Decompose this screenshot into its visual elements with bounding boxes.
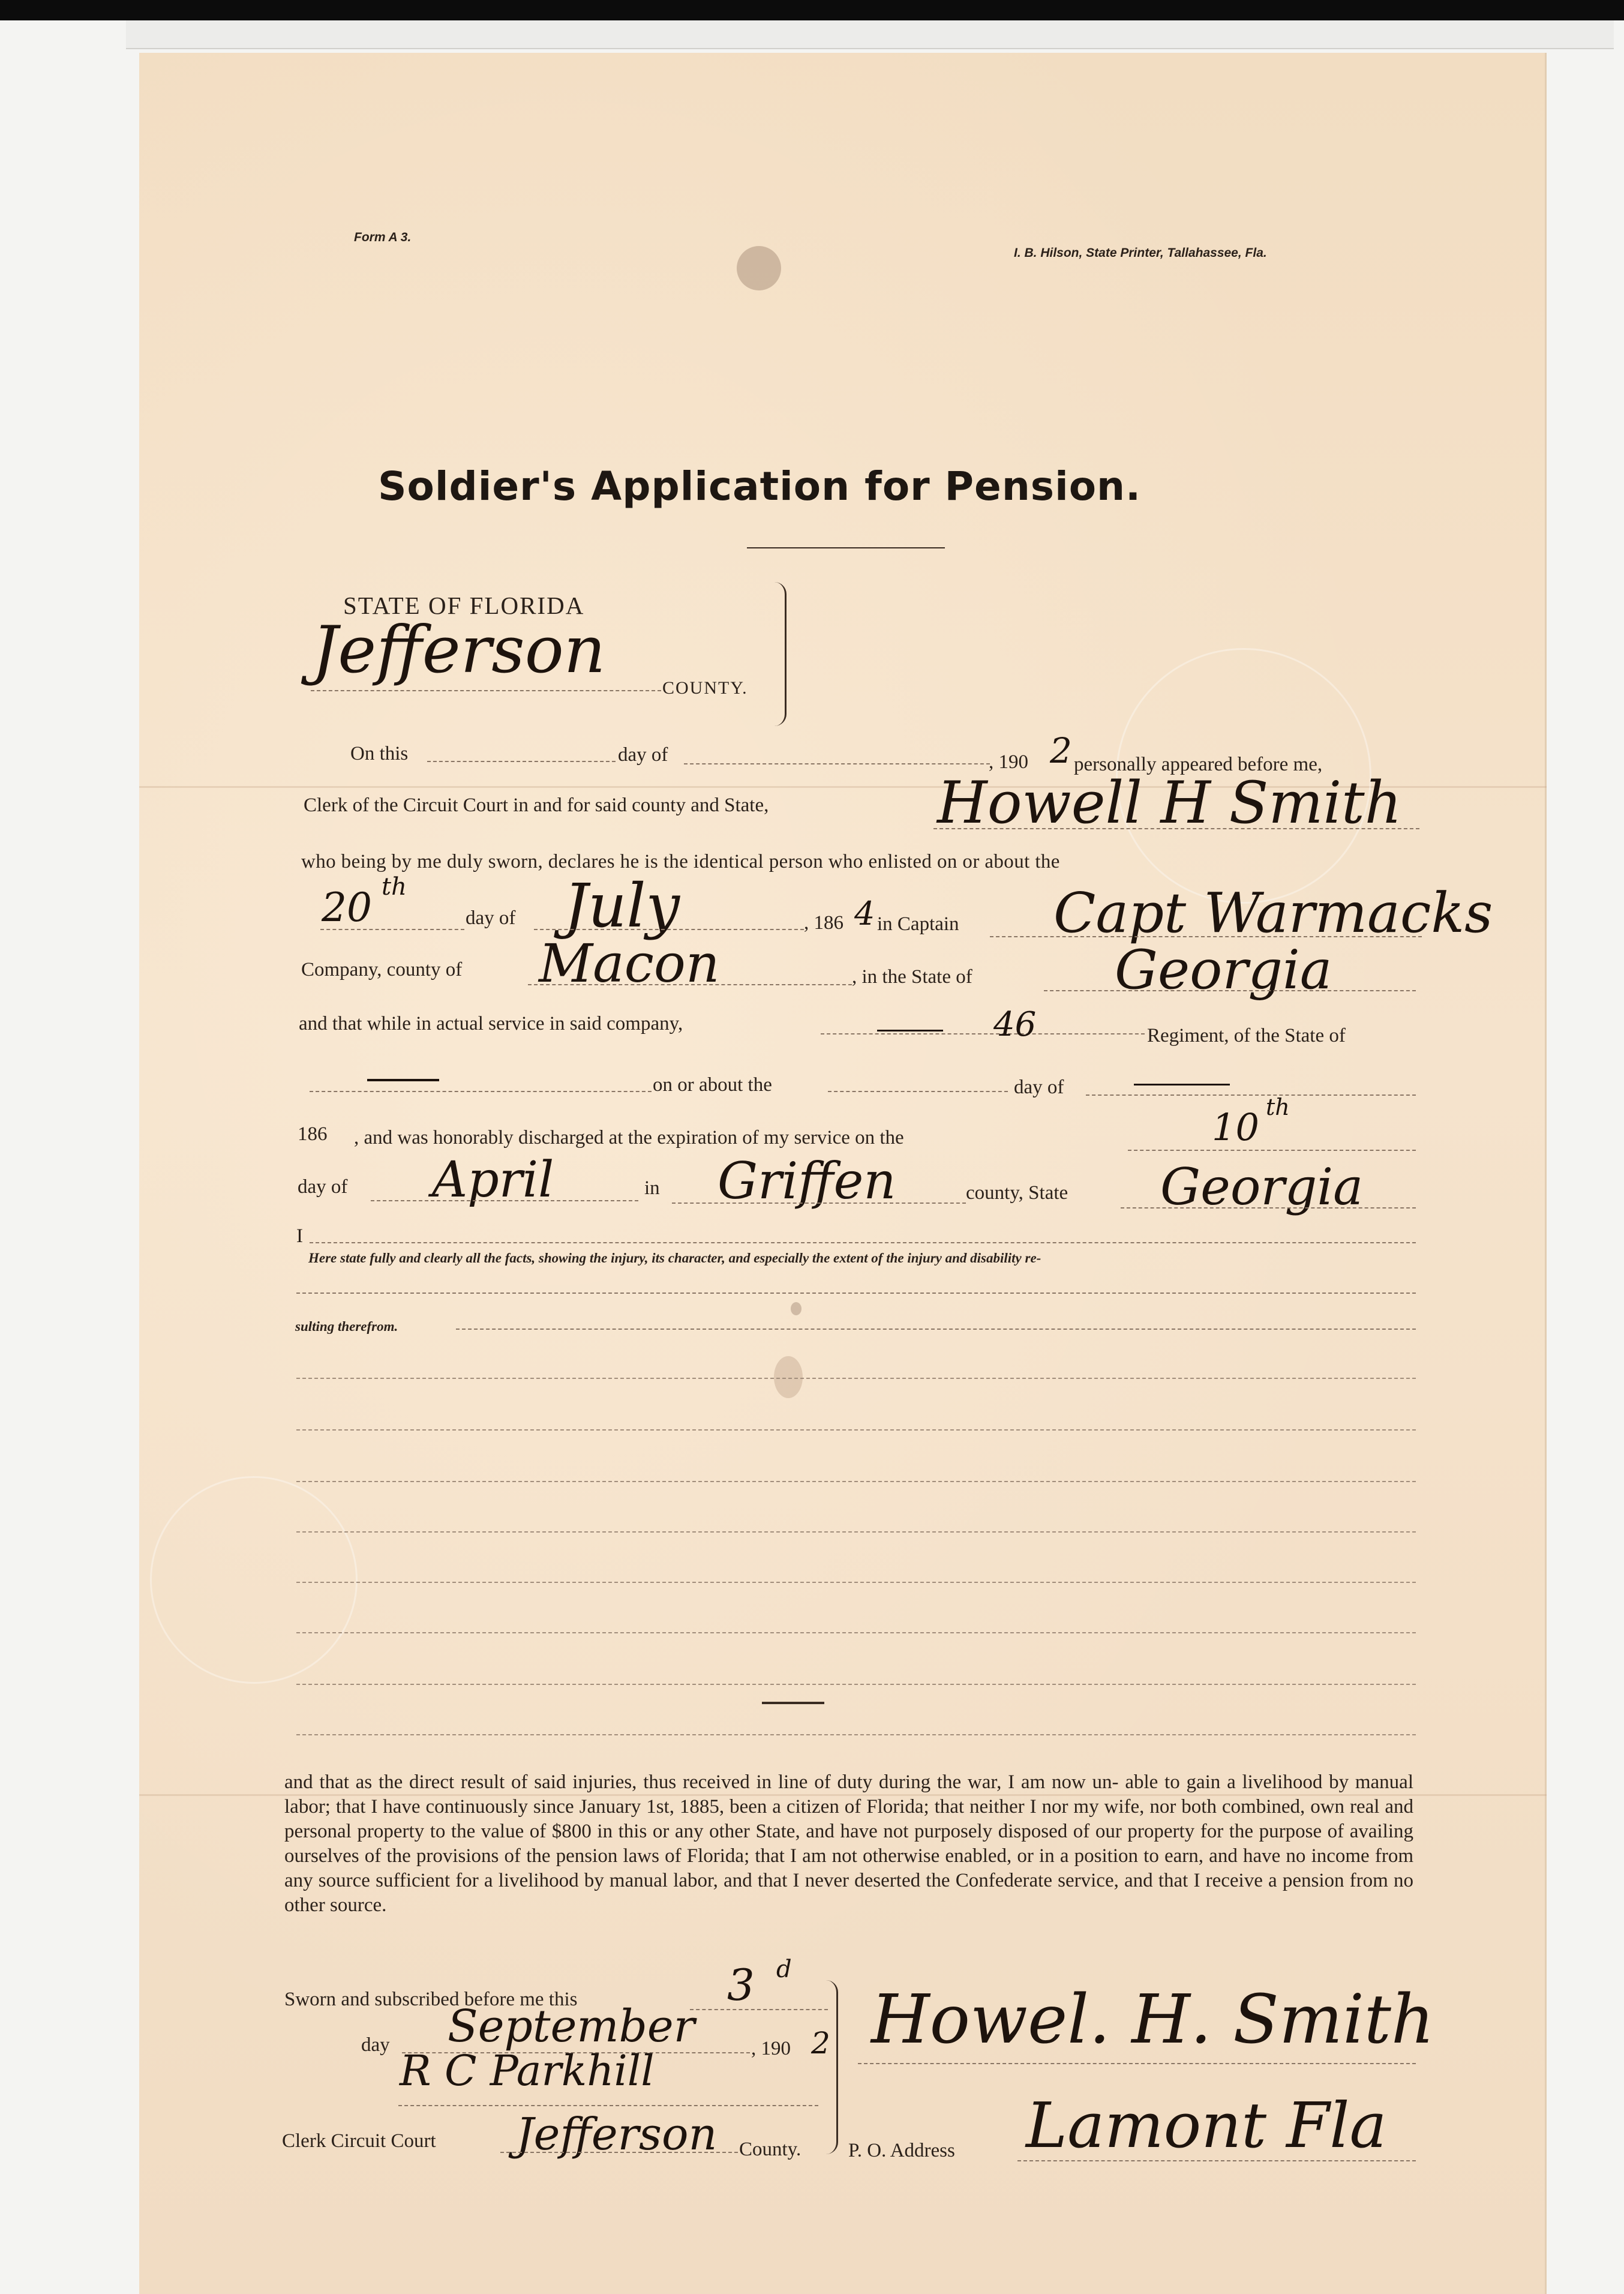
declaration-paragraph: and that as the direct result of said injuries, thus received in line of duty during the war, I am now un- able to gain a livelihood by manual labor; that I have continuously since January 1st, 1885, been a citizen of Florida; that neither I nor my wife, nor both combined, own real and personal property to the value of $800 in this or any other State, and have not purposely disposed of our property for the purpose of availing ourselves of the provisions of the pension laws of Florida; that I am not otherwise enabled, or in a position to earn, and have no income from any source sufficient for a livelihood by manual labor, and that I never deserted the Confederate service, and that I receive a pension from no other source.: [284, 1771, 1413, 1916]
fill-line: [1128, 1150, 1416, 1151]
enlist-state-handwritten: Georgia: [1115, 938, 1332, 1001]
state-label: STATE OF FLORIDA: [343, 592, 585, 619]
discharge-day-handwritten: 10: [1212, 1105, 1259, 1149]
injury-instruction-continued: sulting therefrom.: [295, 1319, 398, 1334]
county-handwritten: Jefferson: [312, 613, 606, 688]
county-state-label: county, State: [966, 1182, 1068, 1204]
state-of-label: , in the State of: [852, 966, 972, 988]
regiment-label: Regiment, of the State of: [1147, 1025, 1346, 1046]
day-of-label: day of: [466, 907, 516, 929]
fill-line: [398, 2105, 818, 2106]
regiment-number-handwritten: 46: [993, 1005, 1037, 1044]
stain: [737, 246, 781, 290]
signature-line: [858, 2063, 1416, 2064]
year-prefix: , 190: [751, 2038, 791, 2059]
day-label: day: [361, 2034, 390, 2056]
fill-line: [828, 1091, 1008, 1092]
blank-stroke: [877, 1030, 943, 1031]
po-address-label: P. O. Address: [848, 2140, 955, 2161]
in-label: in: [644, 1177, 660, 1199]
fill-line: [684, 763, 990, 764]
injury-line: [296, 1582, 1416, 1583]
discharge-month-handwritten: April: [432, 1152, 554, 1209]
scan-top-border: [0, 0, 1624, 20]
enlist-county-handwritten: Macon: [539, 932, 720, 994]
injury-line: [296, 1684, 1416, 1685]
fill-line: [933, 828, 1419, 829]
company-county-label: Company, county of: [301, 959, 463, 980]
injury-line: [296, 1378, 1416, 1379]
fill-line: [311, 690, 661, 691]
injury-line: [296, 1429, 1416, 1431]
fill-line: [1017, 2160, 1416, 2161]
fill-line: [534, 929, 804, 930]
fill-line: [528, 984, 852, 985]
stain: [774, 1356, 803, 1398]
fill-line: [821, 1033, 1145, 1034]
ink-mark: [762, 1702, 824, 1704]
fill-line: [1086, 1094, 1416, 1096]
fill-line: [690, 2009, 828, 2010]
fill-line: [672, 1203, 966, 1204]
po-address-handwritten: Lamont Fla: [1026, 2089, 1387, 2162]
sworn-label: Sworn and subscribed before me this: [284, 1989, 578, 2010]
day-of-label: day of: [618, 744, 668, 766]
discharged-label: , and was honorably discharged at the expiration of my service on the: [354, 1127, 904, 1149]
form-number: Form A 3.: [354, 230, 412, 244]
fill-line: [427, 761, 616, 762]
clerk-signature: R C Parkhill: [400, 2046, 655, 2095]
jurat-brace: [823, 1980, 838, 2154]
year-prefix: , 190: [989, 751, 1028, 773]
fill-line: [1121, 1207, 1416, 1209]
applicant-signature: Howel. H. Smith: [871, 1981, 1435, 2059]
captain-label: in Captain: [877, 913, 959, 935]
year-digit-handwritten: 2: [1050, 730, 1072, 771]
appeared-label: personally appeared before me,: [1074, 754, 1323, 775]
enlist-day-handwritten: 20: [322, 884, 372, 931]
injury-line: [296, 1481, 1416, 1482]
discharge-day-suffix: th: [1266, 1094, 1290, 1120]
day-of-label: day of: [1014, 1076, 1064, 1098]
printer-credit: I. B. Hilson, State Printer, Tallahassee, Fla.: [1014, 246, 1267, 260]
enlist-day-suffix: th: [382, 873, 407, 901]
applicant-name-handwritten: Howell H Smith: [937, 769, 1402, 836]
page-title: Soldier's Application for Pension.: [378, 463, 1142, 509]
sworn-statement: who being by me duly sworn, declares he is the identical person who enlisted on or about the: [301, 851, 1060, 872]
injury-line: [296, 1531, 1416, 1533]
injury-line: [296, 1734, 1416, 1735]
discharge-state-handwritten: Georgia: [1160, 1158, 1364, 1216]
sworn-year-digit-handwritten: 2: [811, 2026, 830, 2061]
clerk-county-handwritten: Jefferson: [516, 2109, 718, 2160]
blank-stroke: [1134, 1084, 1230, 1085]
fill-line: [310, 1242, 1416, 1243]
injury-instruction: Here state fully and clearly all the facts, showing the injury, its character, and especially the extent of the injury and disability re-: [308, 1251, 1041, 1266]
discharge-county-handwritten: Griffen: [718, 1152, 896, 1210]
enlist-month-handwritten: July: [564, 871, 680, 941]
county-label: COUNTY.: [662, 678, 748, 698]
fill-line: [1044, 990, 1416, 991]
fill-line: [310, 1091, 652, 1092]
day-of-label: day of: [298, 1176, 348, 1198]
on-this-label: On this: [350, 743, 409, 764]
sworn-day-suffix: d: [776, 1956, 792, 1983]
blank-stroke: [367, 1079, 439, 1081]
sworn-month-handwritten: September: [448, 2001, 695, 2052]
embossed-seal: [150, 1476, 358, 1684]
captain-handwritten: Capt Warmacks: [1053, 881, 1493, 945]
venue-brace: [768, 582, 787, 726]
fill-line: [320, 929, 464, 930]
service-label: and that while in actual service in said company,: [299, 1013, 683, 1034]
clerk-circuit-court-label: Clerk Circuit Court: [282, 2130, 436, 2152]
on-or-about-label: on or about the: [653, 1074, 772, 1096]
fill-line: [990, 936, 1422, 937]
first-person-label: I: [296, 1225, 303, 1247]
year-prefix: , 186: [804, 912, 843, 934]
stain: [791, 1302, 802, 1315]
title-underline: [747, 547, 945, 548]
county-label: County.: [739, 2139, 802, 2160]
fill-line: [296, 1293, 1416, 1294]
fill-line: [500, 2152, 738, 2153]
year-186-label: 186: [298, 1123, 328, 1145]
scan-backing-strip: [126, 20, 1614, 49]
fill-line: [456, 1329, 1416, 1330]
clerk-label: Clerk of the Circuit Court in and for said county and State,: [304, 794, 769, 816]
sworn-day-handwritten: 3: [727, 1960, 755, 2010]
injury-line: [296, 1632, 1416, 1633]
fill-line: [371, 1200, 638, 1201]
enlist-year-digit-handwritten: 4: [854, 895, 875, 932]
